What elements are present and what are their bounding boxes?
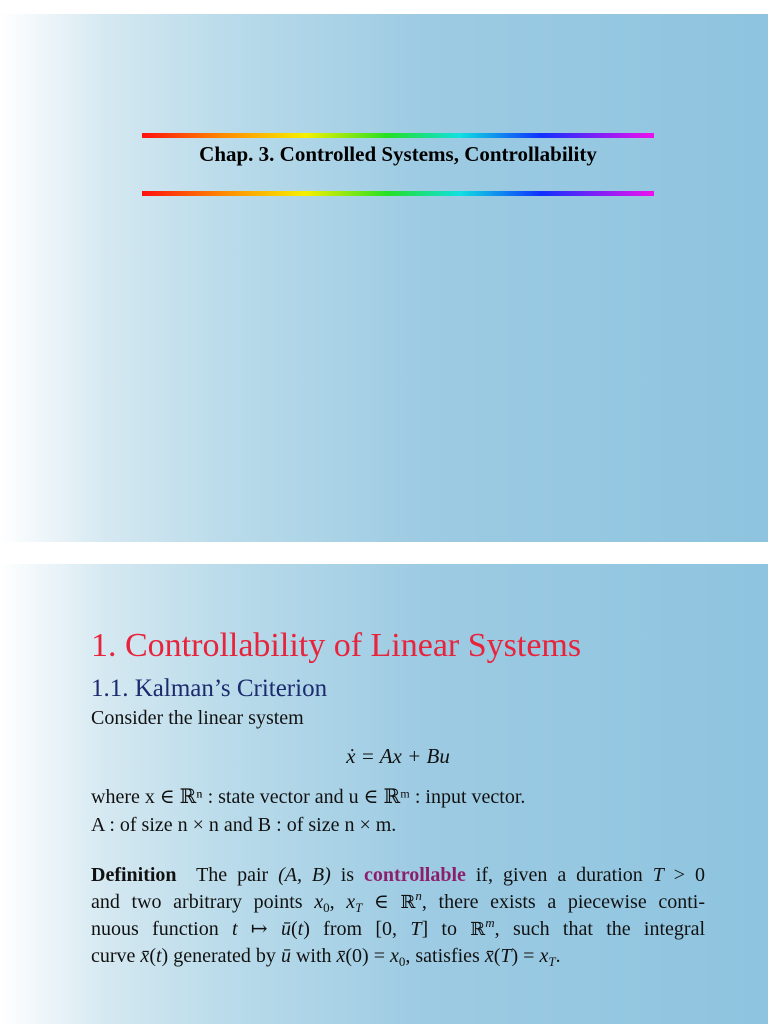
definition-line-4: curve x̄(t) generated by ū with x̄(0) = $x_0$, satisfies x̄(T) = $x_T$. (91, 945, 561, 969)
definition-line-3: nuous function t ↦ ū(t) from [0, T] to ℝ$^m$, such that the integral (91, 915, 706, 940)
title-slide (0, 14, 768, 542)
rainbow-rule-bottom (142, 191, 654, 196)
size-line (91, 812, 705, 839)
where-line (91, 784, 705, 811)
equation-text: ẋ = Ax + Bu (346, 744, 450, 768)
system-equation (91, 743, 705, 770)
rainbow-rule-top (142, 133, 654, 138)
definition-line-1: Definition The pair (A, B) is controllable if, given a duration T > 0 (91, 864, 706, 886)
definition-line-2: and two arbitrary points $x_0$, $x_T$ ∈ ℝ$^n$, there exists a piecewise conti- (91, 888, 706, 915)
size-line-text: A : of size n × n and B : of size n × m. (91, 814, 397, 836)
intro-text: Consider the linear system (91, 707, 304, 729)
subsection-heading: 1.1. Kalman’s Criterion (91, 675, 328, 702)
section-heading: 1. Controllability of Linear Systems (91, 627, 582, 664)
chapter-title: Chap. 3. Controlled Systems, Controllability (199, 142, 597, 166)
definition-keyword: controllable (364, 864, 466, 886)
content-slide (0, 564, 768, 1024)
definition-label: Definition (91, 864, 177, 886)
definition-block (91, 862, 705, 970)
where-line-text: where x ∈ ℝⁿ : state vector and u ∈ ℝᵐ : input vector. (91, 786, 526, 808)
